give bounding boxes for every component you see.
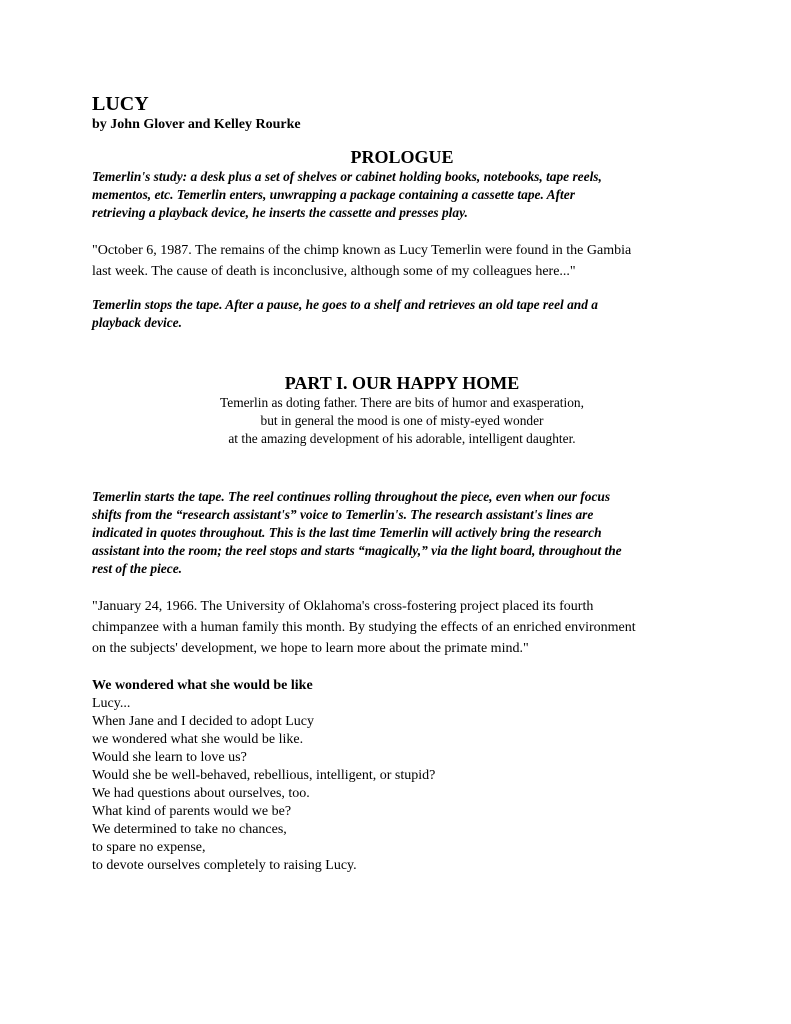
stage-line: shifts from the “research assistant's” voice to Temerlin's. The research assistant's lines are	[92, 507, 594, 522]
prologue-tape-quote	[92, 240, 712, 282]
stage-line: assistant into the room; the reel stops and starts “magically,” via the light board, throughout the	[92, 543, 622, 558]
lyric-line: Lucy...	[92, 696, 131, 711]
prologue-heading: PROLOGUE	[350, 147, 454, 167]
stage-line: mementos, etc. Temerlin enters, unwrapping a package containing a cassette tape. After	[92, 187, 575, 202]
stage-line: Temerlin starts the tape. The reel continues rolling throughout the piece, even when our focus	[92, 489, 611, 504]
prologue-stage-direction	[92, 168, 712, 222]
part1-heading: PART I. OUR HAPPY HOME	[284, 373, 520, 393]
lyric-line: We determined to take no chances,	[92, 822, 287, 837]
lyric-line: to devote ourselves completely to raising Lucy.	[92, 858, 357, 873]
quote-line: "January 24, 1966. The University of Oklahoma's cross-fostering project placed its fourth	[92, 599, 594, 614]
document-byline: by John Glover and Kelley Rourke	[92, 117, 301, 132]
lyric-line: we wondered what she would be like.	[92, 732, 304, 747]
stage-line: retrieving a playback device, he inserts the cassette and presses play.	[92, 205, 468, 220]
prologue-stage-direction-2	[92, 296, 712, 332]
stage-line: Temerlin stops the tape. After a pause, he goes to a shelf and retrieves an old tape reel and a	[92, 297, 598, 312]
document-title: LUCY	[92, 93, 149, 115]
lyric-line: When Jane and I decided to adopt Lucy	[92, 714, 314, 729]
quote-line: on the subjects' development, we hope to learn more about the primate mind."	[92, 641, 529, 656]
part1-stage-direction	[92, 488, 712, 578]
stage-line: Temerlin's study: a desk plus a set of shelves or cabinet holding books, notebooks, tape reels,	[92, 169, 602, 184]
lyric-line: Would she be well-behaved, rebellious, intelligent, or stupid?	[92, 768, 436, 783]
stage-line: rest of the piece.	[92, 561, 182, 576]
script-page	[92, 92, 712, 875]
stage-line: playback device.	[92, 315, 182, 330]
lyric-line: Would she learn to love us?	[92, 750, 247, 765]
stage-line: indicated in quotes throughout. This is the last time Temerlin will actively bring the research	[92, 525, 602, 540]
quote-line: chimpanzee with a human family this month. By studying the effects of an enriched environment	[92, 620, 636, 635]
lyric-line: What kind of parents would we be?	[92, 804, 292, 819]
part1-description	[92, 394, 712, 448]
song-lyrics	[92, 695, 712, 875]
song-title: We wondered what she would be like	[92, 678, 313, 693]
lyric-line: to spare no expense,	[92, 840, 206, 855]
description-line: at the amazing development of his adorable, intelligent daughter.	[228, 431, 576, 446]
quote-line: "October 6, 1987. The remains of the chimp known as Lucy Temerlin were found in the Gambia	[92, 243, 632, 258]
description-line: Temerlin as doting father. There are bits of humor and exasperation,	[220, 395, 584, 410]
part1-tape-quote	[92, 596, 712, 659]
quote-line: last week. The cause of death is inconclusive, although some of my colleagues here..."	[92, 264, 576, 279]
lyric-line: We had questions about ourselves, too.	[92, 786, 310, 801]
description-line: but in general the mood is one of misty-eyed wonder	[260, 413, 544, 428]
